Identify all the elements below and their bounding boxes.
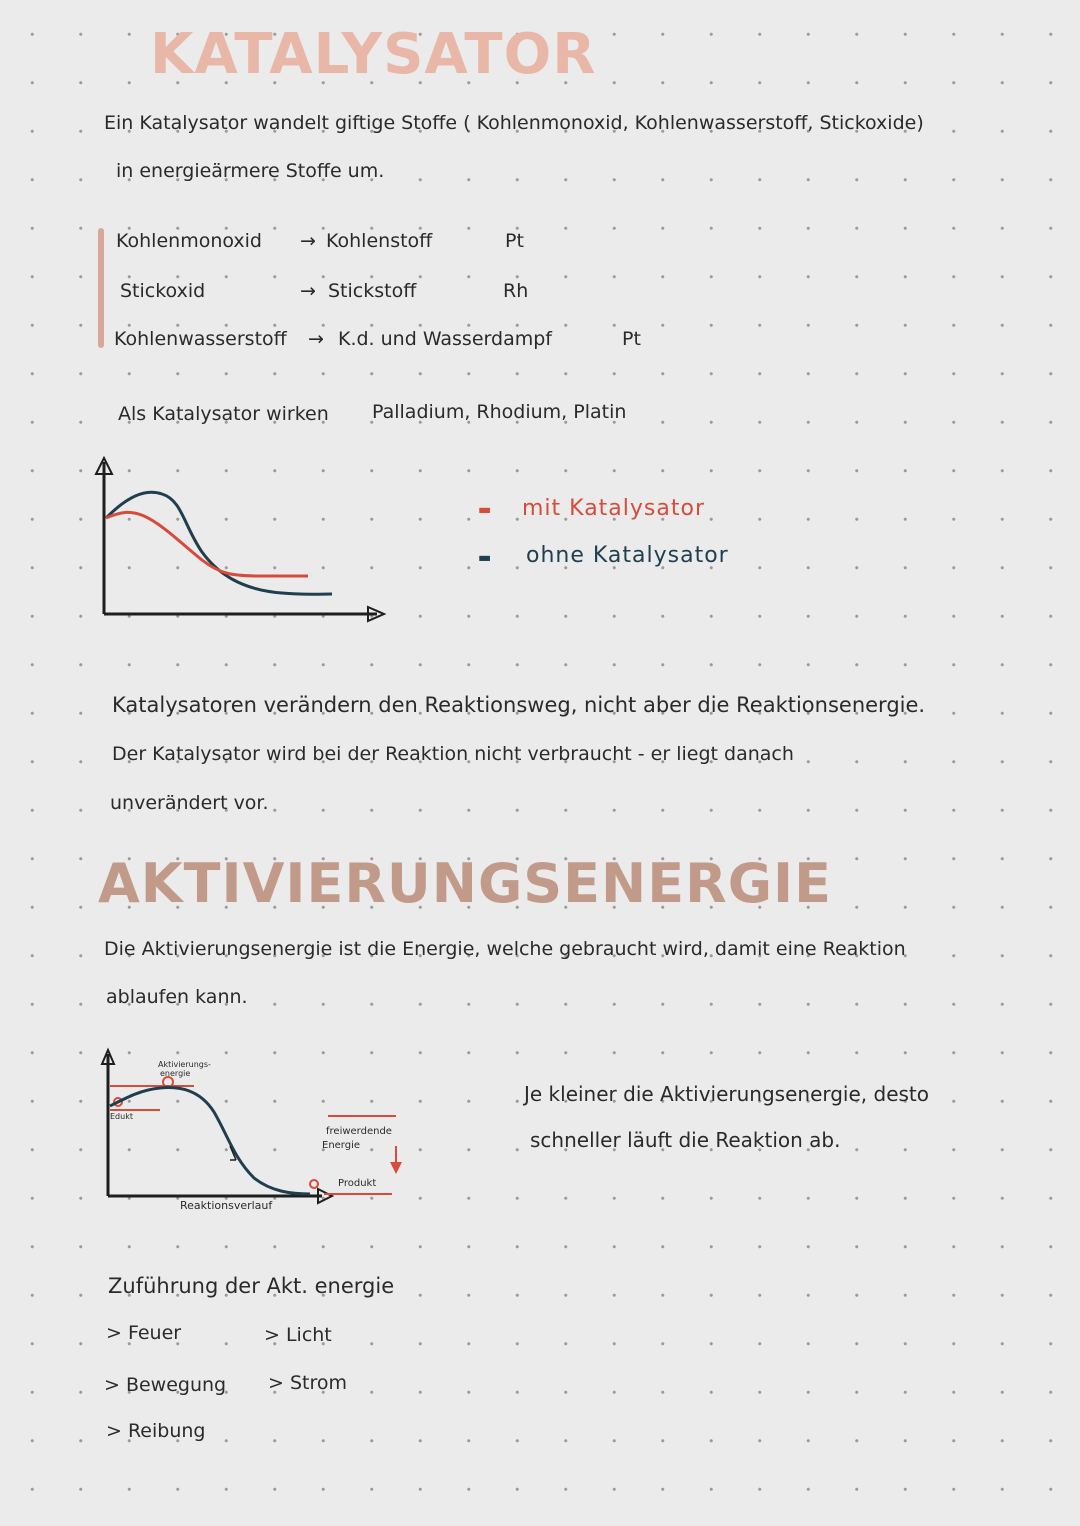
label-reaction-course: Reaktionsverlauf bbox=[180, 1199, 273, 1212]
intro-text-line1: Ein Katalysator wandelt giftige Stoffe ( Kohlenmonoxid, Kohlenwasserstoff, Stickoxide) bbox=[104, 112, 924, 134]
reaction-to: Kohlenstoff bbox=[326, 230, 433, 252]
catalyst-energy-diagram bbox=[92, 452, 392, 632]
reaction-from: Kohlenmonoxid bbox=[116, 230, 262, 252]
catalysts-label: Als Katalysator wirken bbox=[118, 403, 329, 425]
reaction-arrow: → bbox=[300, 280, 316, 302]
reaction-to: K.d. und Wasserdampf bbox=[338, 328, 552, 350]
note-line2: schneller läuft die Reaktion ab. bbox=[530, 1128, 841, 1152]
definition-line2: ablaufen kann. bbox=[106, 986, 248, 1008]
paragraph-line1: Katalysatoren verändern den Reaktionsweg, nicht aber die Reaktionsenergie. bbox=[112, 693, 926, 717]
intro-text-line2: in energieärmere Stoffe um. bbox=[116, 160, 385, 182]
reaction-curve bbox=[110, 1088, 310, 1194]
label-released-energy2: Energie bbox=[322, 1140, 361, 1151]
label-released-energy: freiwerdende bbox=[326, 1126, 392, 1137]
list-item: > Strom bbox=[268, 1372, 347, 1394]
list-item: > Feuer bbox=[106, 1322, 182, 1344]
supply-title: Zuführung der Akt. energie bbox=[108, 1274, 395, 1298]
catalysts-list: Palladium, Rhodium, Platin bbox=[372, 401, 627, 423]
curve-with-catalyst bbox=[106, 512, 308, 576]
reaction-catalyst: Rh bbox=[503, 280, 529, 302]
label-educt: Edukt bbox=[110, 1112, 133, 1121]
reaction-catalyst: Pt bbox=[622, 328, 641, 350]
page-title-aktivierungsenergie: AKTIVIERUNGSENERGIE bbox=[98, 852, 833, 915]
label-activation-energy2: energie bbox=[160, 1069, 191, 1078]
reaction-arrow: → bbox=[300, 230, 316, 252]
legend-mark-red: ▬ bbox=[478, 502, 492, 518]
reaction-list-bar bbox=[98, 228, 104, 348]
page-title-katalysator: KATALYSATOR bbox=[150, 22, 597, 87]
paragraph-line2: Der Katalysator wird bei der Reaktion nicht verbraucht - er liegt danach bbox=[112, 743, 794, 765]
reaction-from: Kohlenwasserstoff bbox=[114, 328, 287, 350]
definition-line1: Die Aktivierungsenergie ist die Energie, welche gebraucht wird, damit eine Reaktion bbox=[104, 938, 906, 960]
product-marker bbox=[310, 1180, 318, 1188]
list-item: > Reibung bbox=[106, 1420, 206, 1442]
curve-without-catalyst bbox=[106, 492, 332, 594]
legend-mark-navy: ▬ bbox=[478, 550, 492, 566]
note-line1: Je kleiner die Aktivierungsenergie, desto bbox=[524, 1082, 930, 1106]
label-activation-energy: Aktivierungs- bbox=[158, 1060, 211, 1069]
reaction-arrow: → bbox=[308, 328, 324, 350]
list-item: > Bewegung bbox=[104, 1374, 227, 1396]
legend-label-without-catalyst: ohne Katalysator bbox=[526, 543, 729, 568]
legend-label-with-catalyst: mit Katalysator bbox=[522, 496, 705, 521]
reaction-from: Stickoxid bbox=[120, 280, 206, 302]
paragraph-line3: unverändert vor. bbox=[110, 792, 269, 814]
released-arrow-icon bbox=[390, 1162, 402, 1174]
list-item: > Licht bbox=[264, 1324, 332, 1346]
label-product: Produkt bbox=[338, 1178, 377, 1189]
reaction-to: Stickstoff bbox=[328, 280, 417, 302]
reaction-catalyst: Pt bbox=[505, 230, 524, 252]
